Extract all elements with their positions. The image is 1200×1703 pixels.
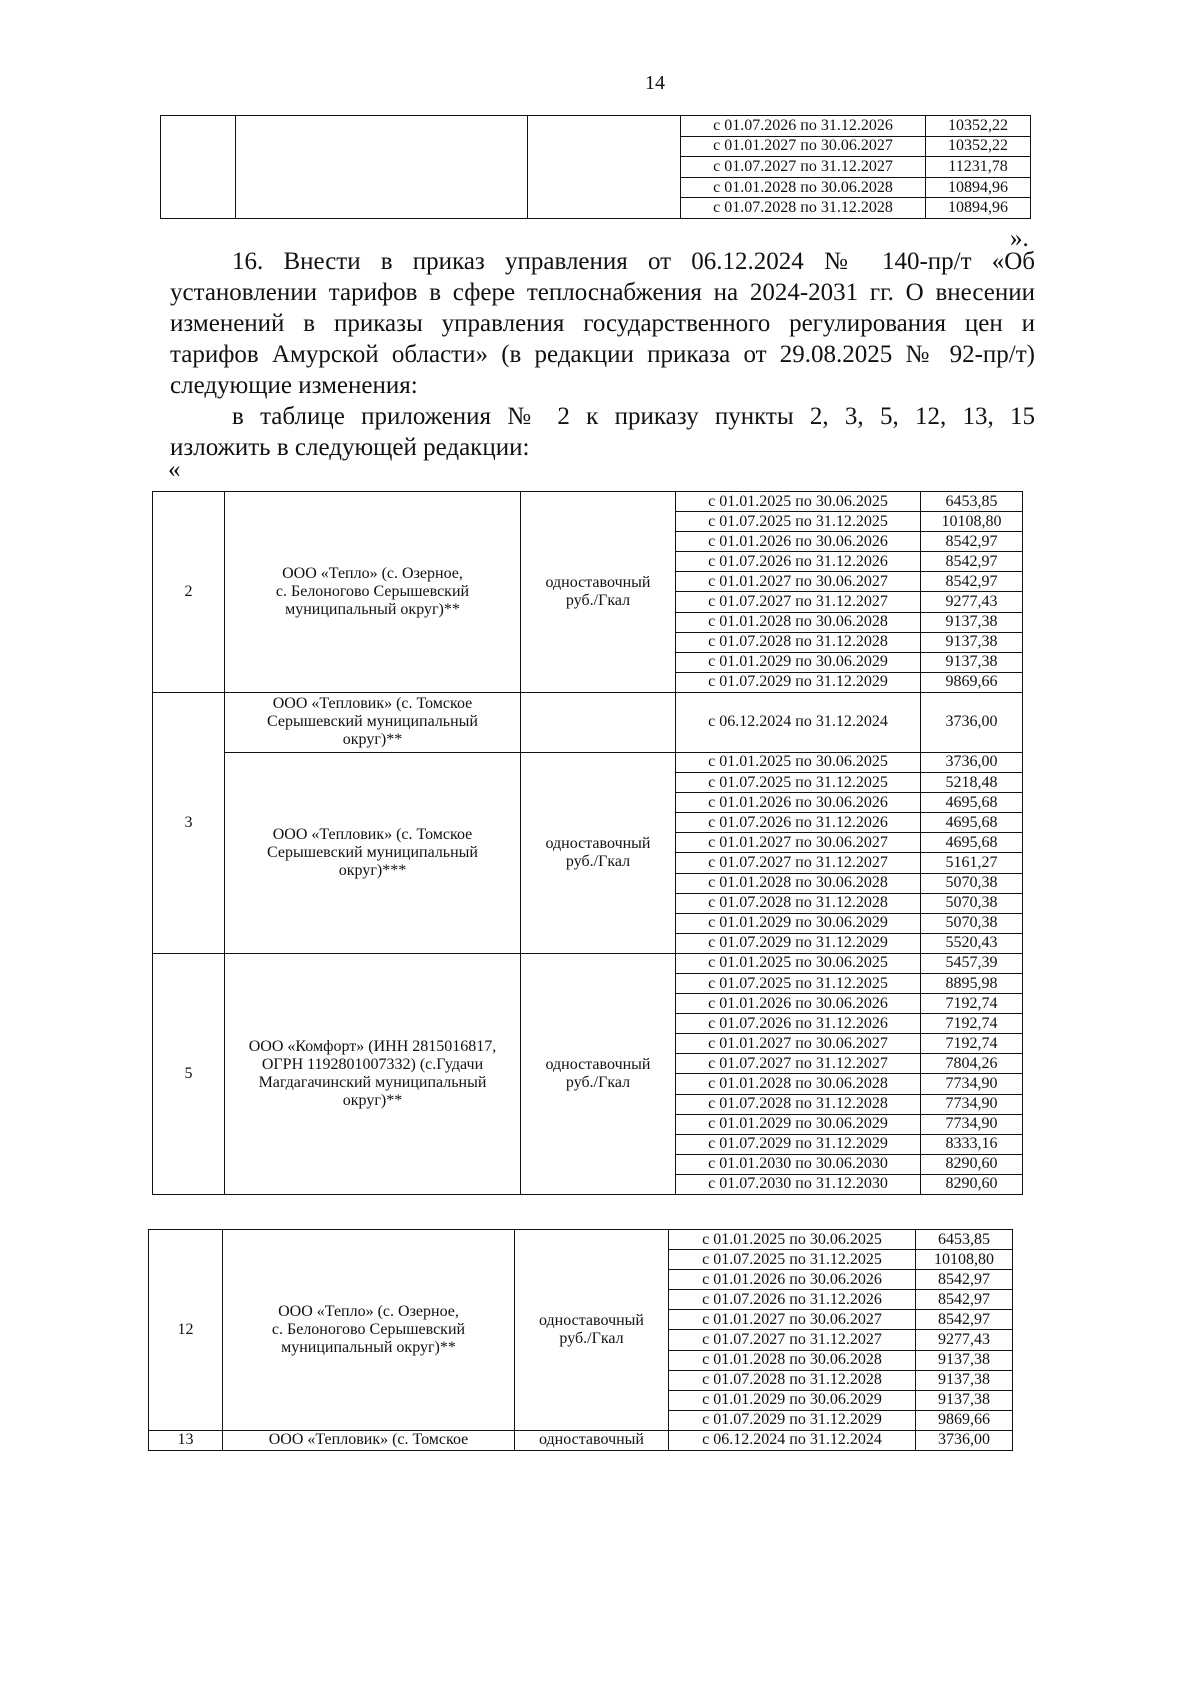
tariff-period: с 06.12.2024 по 31.12.2024 — [669, 1430, 916, 1450]
tariff-period: с 01.07.2025 по 31.12.2025 — [669, 1250, 916, 1270]
tariff-value: 7804,26 — [921, 1054, 1023, 1074]
tariff-period: с 01.01.2027 по 30.06.2027 — [669, 1310, 916, 1330]
tariff-period: с 01.07.2028 по 31.12.2028 — [681, 198, 926, 219]
item-16-paragraph — [170, 246, 1035, 401]
paragraph-line: изложить в следующей редакции: — [170, 434, 530, 461]
table-row — [149, 1230, 1013, 1250]
tariff-value: 9137,38 — [921, 632, 1023, 652]
tariff-value: 5070,38 — [921, 913, 1023, 933]
tariff-period: с 01.07.2026 по 31.12.2026 — [681, 116, 926, 137]
tariff-period: с 01.01.2030 по 30.06.2030 — [676, 1154, 921, 1174]
tariff-period: с 01.07.2026 по 31.12.2026 — [676, 813, 921, 833]
tariff-period: с 01.01.2028 по 30.06.2028 — [676, 1074, 921, 1094]
tariff-value: 9277,43 — [916, 1330, 1013, 1350]
tariff-period: с 06.12.2024 по 31.12.2024 — [676, 692, 921, 752]
tariff-period: с 01.07.2025 по 31.12.2025 — [676, 773, 921, 793]
tariff-type: одноставочный руб./Гкал — [521, 953, 676, 1194]
tariff-value: 8895,98 — [921, 973, 1023, 993]
tariff-value: 6453,85 — [921, 492, 1023, 512]
tariff-period: с 01.07.2029 по 31.12.2029 — [676, 933, 921, 953]
organization-name: ООО «Тепловик» (с. Томское Серышевский муниципальный округ)*** — [225, 752, 521, 953]
tariff-value: 9277,43 — [921, 592, 1023, 612]
tariff-value: 9869,66 — [916, 1410, 1013, 1430]
tariff-value: 4695,68 — [921, 833, 1023, 853]
tariff-value: 8542,97 — [921, 532, 1023, 552]
tariff-value: 5457,39 — [921, 953, 1023, 973]
tariff-period: с 01.07.2027 по 31.12.2027 — [676, 592, 921, 612]
tariff-period: с 01.01.2029 по 30.06.2029 — [676, 913, 921, 933]
tariff-period: с 01.01.2028 по 30.06.2028 — [676, 873, 921, 893]
instruction-paragraph — [170, 401, 1035, 463]
organization-name — [236, 116, 528, 219]
tariff-period: с 01.01.2026 по 30.06.2026 — [676, 994, 921, 1014]
tariff-period: с 01.01.2025 по 30.06.2025 — [676, 953, 921, 973]
tariff-item-number: 5 — [153, 953, 225, 1194]
tariff-period: с 01.01.2026 по 30.06.2026 — [669, 1270, 916, 1290]
tariff-type: одноставочный руб./Гкал — [521, 752, 676, 953]
tariff-value: 9137,38 — [916, 1390, 1013, 1410]
tariff-value: 10108,80 — [921, 512, 1023, 532]
tariff-period: с 01.01.2026 по 30.06.2026 — [676, 793, 921, 813]
tariff-period: с 01.07.2029 по 31.12.2029 — [676, 672, 921, 692]
tariff-value: 10894,96 — [926, 198, 1031, 219]
tariff-value: 8290,60 — [921, 1154, 1023, 1174]
tariff-period: с 01.07.2029 по 31.12.2029 — [669, 1410, 916, 1430]
tariff-type — [521, 692, 676, 752]
organization-name: ООО «Тепло» (с. Озерное, с. Белоногово Серышевский муниципальный округ)** — [223, 1230, 515, 1431]
tariff-period: с 01.01.2025 по 30.06.2025 — [669, 1230, 916, 1250]
tariff-value: 5070,38 — [921, 893, 1023, 913]
tariff-period: с 01.01.2025 по 30.06.2025 — [676, 752, 921, 772]
tariff-item-number: 3 — [153, 692, 225, 953]
tariff-value: 3736,00 — [916, 1430, 1013, 1450]
tariff-period: с 01.07.2027 по 31.12.2027 — [681, 157, 926, 178]
tariff-value: 7734,90 — [921, 1114, 1023, 1134]
organization-name: ООО «Комфорт» (ИНН 2815016817, ОГРН 1192801007332) (с.Гудачи Магдагачинский муниципальный округ)** — [225, 953, 521, 1194]
tariff-period: с 01.01.2028 по 30.06.2028 — [681, 177, 926, 198]
table-row — [153, 953, 1023, 973]
tariff-period: с 01.07.2028 по 31.12.2028 — [676, 1094, 921, 1114]
table-row — [153, 752, 1023, 772]
tariff-value: 7192,74 — [921, 1014, 1023, 1034]
tariff-type: одноставочный руб./Гкал — [515, 1230, 669, 1431]
tariff-value: 8542,97 — [916, 1310, 1013, 1330]
tariff-period: с 01.07.2025 по 31.12.2025 — [676, 973, 921, 993]
organization-name: ООО «Тепловик» (с. Томское — [223, 1430, 515, 1450]
tariff-value: 10108,80 — [916, 1250, 1013, 1270]
tariff-value: 9137,38 — [916, 1350, 1013, 1370]
tariff-value: 7734,90 — [921, 1074, 1023, 1094]
tariff-value: 10352,22 — [926, 116, 1031, 137]
tariff-value: 3736,00 — [921, 692, 1023, 752]
tariff-period: с 01.01.2027 по 30.06.2027 — [676, 572, 921, 592]
tariff-period: с 01.01.2028 по 30.06.2028 — [669, 1350, 916, 1370]
tariff-value: 7192,74 — [921, 994, 1023, 1014]
tariff-table-continuation — [160, 115, 1031, 219]
tariff-type — [528, 116, 681, 219]
tariff-value: 8333,16 — [921, 1134, 1023, 1154]
tariff-period: с 01.07.2027 по 31.12.2027 — [676, 1054, 921, 1074]
tariff-period: с 01.07.2028 по 31.12.2028 — [676, 893, 921, 913]
tariff-type: одноставочный — [515, 1430, 669, 1450]
tariff-value: 9137,38 — [916, 1370, 1013, 1390]
tariff-period: с 01.01.2028 по 30.06.2028 — [676, 612, 921, 632]
tariff-period: с 01.07.2026 по 31.12.2026 — [676, 1014, 921, 1034]
tariff-period: с 01.07.2025 по 31.12.2025 — [676, 512, 921, 532]
paragraph-line: изменений в приказы управления государственного регулирования цен и — [170, 310, 1035, 337]
tariff-period: с 01.01.2026 по 30.06.2026 — [676, 532, 921, 552]
opening-quote: « — [168, 456, 181, 483]
tariff-period: с 01.01.2025 по 30.06.2025 — [676, 492, 921, 512]
tariff-value: 10894,96 — [926, 177, 1031, 198]
tariff-value: 5218,48 — [921, 773, 1023, 793]
tariff-period: с 01.07.2027 по 31.12.2027 — [676, 853, 921, 873]
tariff-period: с 01.01.2029 по 30.06.2029 — [676, 1114, 921, 1134]
tariff-period: с 01.01.2029 по 30.06.2029 — [669, 1390, 916, 1410]
paragraph-line: установлении тарифов в сфере теплоснабжения на 2024-2031 гг. О внесении — [170, 279, 1035, 306]
tariff-value: 5161,27 — [921, 853, 1023, 873]
tariff-table-main — [152, 491, 1023, 1195]
tariff-value: 4695,68 — [921, 793, 1023, 813]
closing-quote: ». — [1010, 225, 1029, 252]
organization-name: ООО «Тепло» (с. Озерное, с. Белоногово Серышевский муниципальный округ)** — [225, 492, 521, 693]
tariff-period: с 01.07.2026 по 31.12.2026 — [669, 1290, 916, 1310]
tariff-item-number: 2 — [153, 492, 225, 693]
paragraph-line: тарифов Амурской области» (в редакции приказа от 29.08.2025 № 92-пр/т) — [170, 341, 1035, 368]
table-row — [153, 492, 1023, 512]
tariff-value: 7734,90 — [921, 1094, 1023, 1114]
table-row — [153, 692, 1023, 752]
tariff-period: с 01.01.2027 по 30.06.2027 — [676, 833, 921, 853]
tariff-value: 3736,00 — [921, 752, 1023, 772]
tariff-period: с 01.01.2027 по 30.06.2027 — [676, 1034, 921, 1054]
tariff-value: 10352,22 — [926, 136, 1031, 157]
tariff-item-number — [161, 116, 236, 219]
tariff-period: с 01.01.2027 по 30.06.2027 — [681, 136, 926, 157]
tariff-period: с 01.01.2029 по 30.06.2029 — [676, 652, 921, 672]
table-row — [161, 116, 1031, 137]
tariff-period: с 01.07.2029 по 31.12.2029 — [676, 1134, 921, 1154]
tariff-period: с 01.07.2028 по 31.12.2028 — [669, 1370, 916, 1390]
tariff-period: с 01.07.2030 по 31.12.2030 — [676, 1174, 921, 1194]
tariff-period: с 01.07.2027 по 31.12.2027 — [669, 1330, 916, 1350]
tariff-value: 5520,43 — [921, 933, 1023, 953]
tariff-value: 9869,66 — [921, 672, 1023, 692]
tariff-period: с 01.07.2028 по 31.12.2028 — [676, 632, 921, 652]
tariff-item-number: 13 — [149, 1430, 223, 1450]
table-row — [149, 1430, 1013, 1450]
tariff-value: 8290,60 — [921, 1174, 1023, 1194]
tariff-value: 11231,78 — [926, 157, 1031, 178]
tariff-value: 7192,74 — [921, 1034, 1023, 1054]
paragraph-line: следующие изменения: — [170, 372, 418, 399]
tariff-table-second — [148, 1229, 1013, 1451]
tariff-value: 8542,97 — [921, 572, 1023, 592]
tariff-value: 8542,97 — [916, 1290, 1013, 1310]
tariff-value: 4695,68 — [921, 813, 1023, 833]
tariff-period: с 01.07.2026 по 31.12.2026 — [676, 552, 921, 572]
organization-name: ООО «Тепловик» (с. Томское Серышевский муниципальный округ)** — [225, 692, 521, 752]
tariff-value: 6453,85 — [916, 1230, 1013, 1250]
tariff-item-number: 12 — [149, 1230, 223, 1431]
tariff-value: 9137,38 — [921, 652, 1023, 672]
tariff-value: 5070,38 — [921, 873, 1023, 893]
tariff-type: одноставочный руб./Гкал — [521, 492, 676, 693]
page-number: 14 — [645, 72, 665, 94]
tariff-value: 8542,97 — [921, 552, 1023, 572]
tariff-value: 9137,38 — [921, 612, 1023, 632]
paragraph-line: 16. Внести в приказ управления от 06.12.2024 № 140-пр/т «Об — [232, 248, 1035, 275]
paragraph-line: в таблице приложения № 2 к приказу пункты 2, 3, 5, 12, 13, 15 — [232, 403, 1035, 430]
tariff-value: 8542,97 — [916, 1270, 1013, 1290]
